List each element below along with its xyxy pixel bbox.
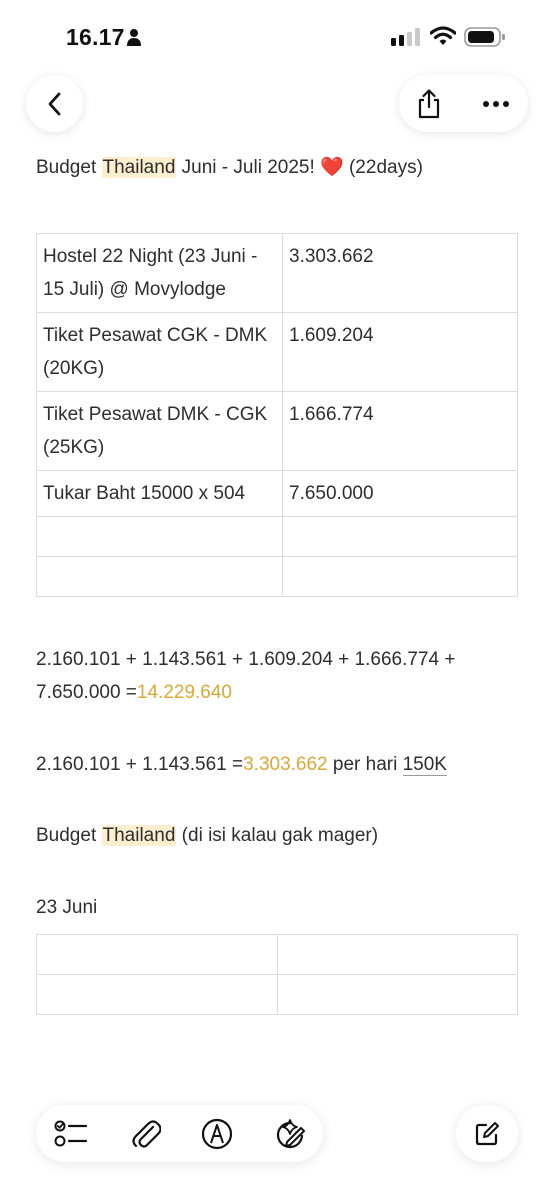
table-cell[interactable]: 1.666.774 <box>283 392 518 471</box>
markup-button[interactable] <box>200 1117 234 1151</box>
back-button[interactable] <box>26 75 83 132</box>
table-row <box>37 313 518 392</box>
budget-subheading[interactable] <box>36 819 378 852</box>
budget2-suffix: (di isi kalau gak mager) <box>176 825 379 846</box>
table-cell[interactable] <box>283 517 518 557</box>
table-cell[interactable]: 1.609.204 <box>283 313 518 392</box>
calc-total-line1[interactable]: 2.160.101 + 1.143.561 + 1.609.204 + 1.666.774 + <box>36 649 456 670</box>
table-cell[interactable]: Tiket Pesawat CGK - DMK (20KG) <box>37 313 283 392</box>
bottom-toolbar <box>36 1105 323 1162</box>
wifi-icon <box>430 26 456 46</box>
budget-table[interactable] <box>36 233 518 597</box>
daily-table[interactable] <box>36 934 518 1015</box>
calc-hostel-line[interactable] <box>36 748 447 781</box>
budget2-prefix: Budget <box>36 825 102 846</box>
paperclip-icon <box>131 1118 161 1150</box>
budget2-highlight: Thailand <box>102 825 176 846</box>
table-cell[interactable]: 7.650.000 <box>283 471 518 517</box>
table-row <box>37 557 518 597</box>
table-cell[interactable] <box>37 517 283 557</box>
sparkle-pen-icon <box>273 1117 307 1151</box>
table-cell[interactable] <box>37 557 283 597</box>
per-day-value: 150K <box>402 754 447 775</box>
table-cell[interactable] <box>37 935 278 975</box>
per-day-label: per hari <box>327 754 403 775</box>
table-cell[interactable] <box>277 935 518 975</box>
table-cell[interactable]: Hostel 22 Night (23 Juni - 15 Juli) @ Movylodge <box>37 234 283 313</box>
calc-hostel-result: 3.303.662 <box>243 754 328 775</box>
heart-emoji: ❤️ <box>320 157 344 178</box>
pen-circle-icon <box>201 1118 233 1150</box>
table-row <box>37 234 518 313</box>
more-options-button[interactable] <box>464 75 528 132</box>
title-suffix: (22days) <box>343 157 423 178</box>
title-middle: Juni - Juli 2025! <box>176 157 321 178</box>
status-bar <box>0 0 554 72</box>
cellular-signal-icon <box>391 28 423 46</box>
status-time: 16.17 <box>66 24 125 50</box>
calc-total-result: 14.229.640 <box>136 682 232 703</box>
share-button[interactable] <box>399 75 459 132</box>
writing-tools-button[interactable] <box>273 1117 307 1151</box>
battery-icon <box>464 26 506 48</box>
table-row <box>37 935 518 975</box>
date-heading[interactable]: 23 Juni <box>36 897 98 918</box>
ellipsis-icon <box>482 100 510 108</box>
table-row <box>37 392 518 471</box>
compose-button[interactable] <box>456 1105 518 1162</box>
title-prefix: Budget <box>36 157 102 178</box>
chevron-left-icon <box>46 91 64 117</box>
calc-total-prefix: 7.650.000 = <box>36 682 137 703</box>
table-cell[interactable]: Tukar Baht 15000 x 504 <box>37 471 283 517</box>
table-cell[interactable]: 3.303.662 <box>283 234 518 313</box>
table-cell[interactable]: Tiket Pesawat DMK - CGK (25KG) <box>37 392 283 471</box>
share-icon <box>416 89 442 119</box>
table-row <box>37 975 518 1015</box>
attachment-button[interactable] <box>129 1117 163 1151</box>
title-highlight: Thailand <box>102 157 176 178</box>
note-title[interactable] <box>36 155 423 179</box>
table-row <box>37 471 518 517</box>
checklist-button[interactable] <box>54 1117 88 1151</box>
calc-total-line2[interactable] <box>36 676 232 709</box>
compose-icon <box>474 1121 500 1147</box>
table-row <box>37 517 518 557</box>
table-cell[interactable] <box>277 975 518 1015</box>
table-cell[interactable] <box>37 975 278 1015</box>
person-icon <box>126 28 142 46</box>
table-cell[interactable] <box>283 557 518 597</box>
checklist-icon <box>54 1119 88 1149</box>
calc-hostel-prefix: 2.160.101 + 1.143.561 = <box>36 754 244 775</box>
top-action-group <box>399 75 528 132</box>
